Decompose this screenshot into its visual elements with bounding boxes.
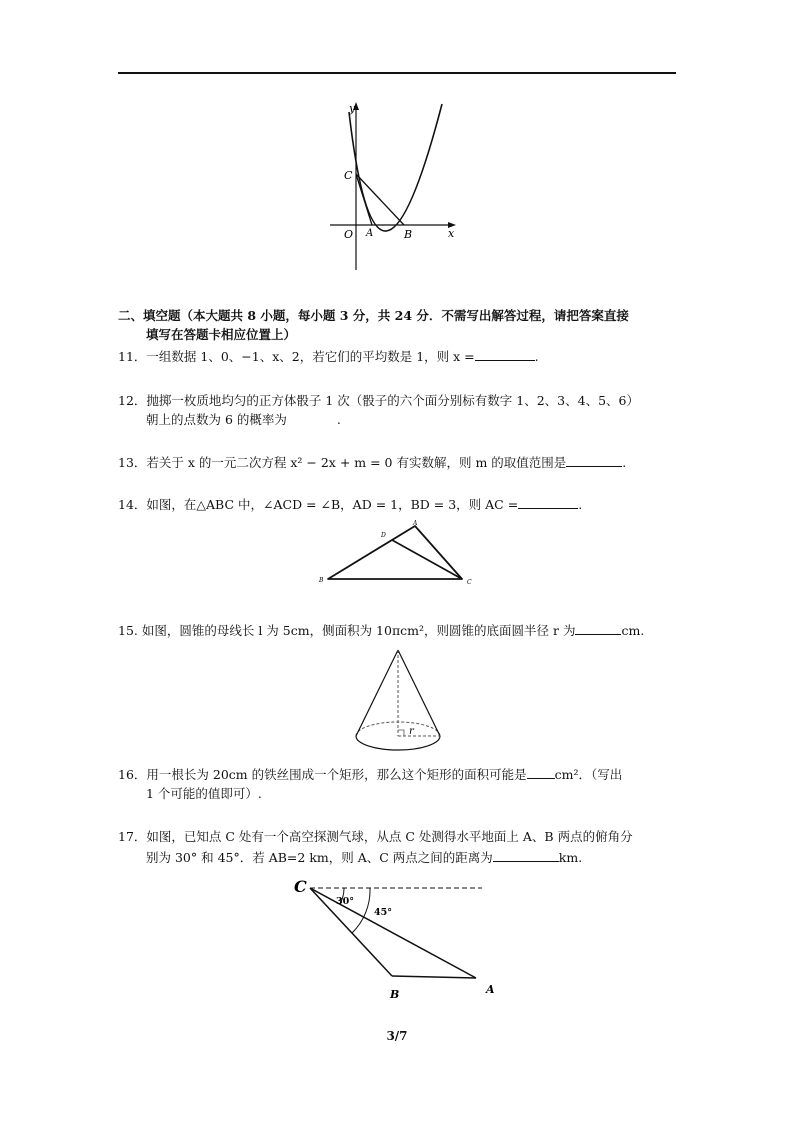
q11-end: .: [534, 349, 539, 364]
q13-end: .: [622, 455, 627, 470]
q13-text: 13．若关于 x 的一元二次方程 x² − 2x + m = 0 有实数解，则 m 的取值范围是: [118, 455, 567, 470]
page-number: 3/7: [386, 1029, 408, 1043]
q16-line2: 1 个可能的值即可）.: [146, 786, 262, 801]
cone-r-label: r: [409, 726, 414, 737]
question-17-line2: [146, 849, 582, 866]
q14-answer-blank: [518, 496, 578, 509]
question-13: [118, 454, 626, 471]
q14-end: .: [578, 497, 583, 512]
q17-line2-a: 别为 30° 和 45°．若 AB=2 km，则 A、C 两点之间的距离为: [146, 850, 493, 865]
balloon-angle-30: 30°: [336, 896, 354, 907]
q13-answer-blank: [566, 454, 622, 467]
question-12-line2: [146, 412, 341, 428]
q14-text: 14．如图，在△ABC 中，∠ACD = ∠B，AD = 1，BD = 3，则 AC =: [118, 497, 519, 512]
balloon-c-label: C: [294, 877, 307, 896]
header-rule: [118, 72, 676, 74]
parabola-figure: [322, 100, 462, 272]
q17-line2-b: km.: [558, 850, 583, 865]
triangle-d-label: D: [381, 532, 386, 539]
parabola-b-label: B: [404, 228, 413, 241]
parabola-a-label: A: [366, 228, 374, 239]
cone-figure: [348, 645, 448, 757]
parabola-x-label: x: [448, 227, 455, 240]
q16-line1-a: 16．用一根长为 20cm 的铁丝围成一个矩形，那么这个矩形的面积可能是: [118, 767, 527, 782]
balloon-b-label: B: [390, 988, 400, 1001]
q17-answer-blank: [493, 849, 559, 862]
triangle-b-label: B: [319, 577, 324, 584]
balloon-angle-45: 45°: [374, 907, 392, 918]
parabola-o-label: O: [344, 228, 354, 241]
question-16-line1: [118, 766, 622, 783]
triangle-c-label: C: [467, 579, 472, 586]
section-title-line1: 二、填空题（本大题共 8 小题，每小题 3 分，共 24 分．不需写出解答过程，请把答案直接: [118, 308, 629, 323]
question-14: [118, 496, 582, 513]
parabola-c-label: C: [344, 169, 353, 182]
q16-line1-b: cm²．（写出: [554, 767, 623, 782]
q12-end: .: [336, 412, 341, 427]
q16-answer-blank: [527, 766, 555, 779]
q12-line1: 12．抛掷一枚质地均匀的正方体骰子 1 次（骰子的六个面分别标有数字 1、2、3、4、5、6）: [118, 393, 639, 408]
q17-line1: 17．如图，已知点 C 处有一个高空探测气球，从点 C 处测得水平地面上 A、B 两点的俯角分: [118, 829, 633, 844]
q15-end: cm.: [621, 623, 645, 638]
section-title-line2: 填写在答题卡相应位置上）: [146, 327, 297, 342]
balloon-a-label: A: [486, 983, 495, 996]
q11-answer-blank: [475, 348, 535, 361]
parabola-y-label: y: [349, 102, 356, 115]
question-11: [118, 348, 539, 365]
triangle-a-label: A: [413, 520, 418, 527]
q15-answer-blank: [575, 622, 621, 635]
q12-line2: 朝上的点数为 6 的概率为: [146, 412, 287, 427]
triangle-figure: [316, 518, 482, 588]
q15-text: 15. 如图，圆锥的母线长 l 为 5cm，侧面积为 10πcm²，则圆锥的底面圆半径 r 为: [118, 623, 576, 638]
balloon-figure: [290, 872, 500, 1004]
question-15: [118, 622, 644, 639]
q11-text: 11．一组数据 1、0、−1、x、2，若它们的平均数是 1，则 x =: [118, 349, 475, 364]
